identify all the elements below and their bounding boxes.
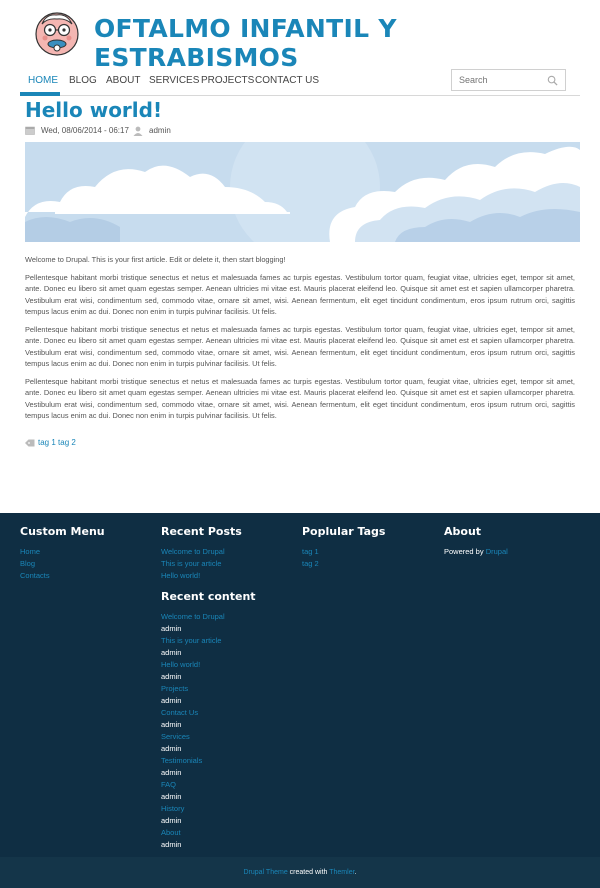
popular-tags-heading: Poplular Tags: [302, 525, 386, 538]
footer-link-blog[interactable]: Blog: [20, 559, 36, 568]
themler-link[interactable]: Themler: [329, 869, 355, 876]
recent-content-link[interactable]: Welcome to Drupal: [161, 612, 225, 621]
recent-content-link[interactable]: FAQ: [161, 780, 177, 789]
recent-content-link[interactable]: History: [161, 804, 185, 813]
recent-post-link[interactable]: Hello world!: [161, 571, 201, 580]
site-header: [0, 0, 600, 72]
recent-content-link[interactable]: Hello world!: [161, 660, 201, 669]
tag-link[interactable]: tag 2: [58, 438, 76, 447]
recent-content-heading: Recent content: [161, 590, 256, 603]
recent-content-author: admin: [161, 696, 182, 705]
recent-content-link[interactable]: This is your article: [161, 636, 222, 645]
user-icon: [133, 126, 143, 136]
article-date: Wed, 08/06/2014 - 06:17: [41, 126, 129, 135]
popular-tag-link[interactable]: tag 1: [302, 547, 319, 556]
recent-content-author: admin: [161, 672, 182, 681]
tag-icon: [25, 439, 35, 447]
footer-popular-tags: [302, 525, 385, 570]
recent-content-author: admin: [161, 840, 182, 849]
search-input[interactable]: [459, 75, 544, 85]
article-tags: [25, 438, 76, 447]
baby-face-logo-icon[interactable]: [32, 8, 82, 58]
recent-content-author: admin: [161, 720, 182, 729]
recent-content-link[interactable]: Projects: [161, 684, 189, 693]
recent-content-author: admin: [161, 624, 182, 633]
recent-content-link[interactable]: Testimonials: [161, 756, 203, 765]
sky-clouds-banner-image: [25, 142, 580, 242]
drupal-link[interactable]: Drupal: [485, 547, 508, 556]
credit-period: .: [354, 869, 357, 876]
recent-content-author: admin: [161, 744, 182, 753]
footer-link-home[interactable]: Home: [20, 547, 41, 556]
calendar-icon: [25, 126, 35, 135]
recent-content-link[interactable]: Services: [161, 732, 190, 741]
nav-item-about[interactable]: ABOUT: [106, 75, 141, 86]
recent-content-link[interactable]: About: [161, 828, 181, 837]
footer-recent-posts: [161, 525, 256, 851]
footer-link-contacts[interactable]: Contacts: [20, 571, 50, 580]
recent-content-author: admin: [161, 792, 182, 801]
powered-by-text: [444, 546, 508, 558]
search-box: [451, 69, 566, 91]
active-tab-indicator: [20, 92, 60, 96]
popular-tag-link[interactable]: tag 2: [302, 559, 319, 568]
article-intro: Welcome to Drupal. This is your first article. Edit or delete it, then start blogging!: [25, 255, 286, 264]
drupal-theme-link[interactable]: Drupal Theme: [243, 869, 288, 876]
recent-post-link[interactable]: This is your article: [161, 559, 222, 568]
about-heading: About: [444, 525, 482, 538]
nav-item-projects[interactable]: PROJECTS: [201, 75, 255, 86]
nav-item-services[interactable]: SERVICES: [149, 75, 200, 86]
article-paragraph: Pellentesque habitant morbi tristique senectus et netus et malesuada fames ac turpis egestas. Vestibulum tortor quam, feugiat vitae, ultricies eget, tempor sit amet, ante. Donec eu libero sit amet quam egestas semper. Aenean ultricies mi vitae est. Mauris placerat eleifend leo. Quisque sit amet est et sapien ullamcorper pharetra. Vestibulum erat wisi, condimentum sed, commodo vitae, ornare sit amet, wisi. Aenean fermentum, elit eget tincidunt condimentum, eros ipsum rutrum orci, sagittis tempus lacus enim ac dui. Donec non enim in turpis pulvinar facilisis. Ut felis.: [25, 324, 575, 368]
recent-post-link[interactable]: Welcome to Drupal: [161, 547, 225, 556]
powered-by-label: Powered by: [444, 547, 484, 556]
tag-link[interactable]: tag 1: [38, 438, 56, 447]
article-body: [25, 254, 575, 428]
nav-item-contact-us[interactable]: CONTACT US: [255, 75, 320, 86]
recent-content-author: admin: [161, 648, 182, 657]
recent-content-author: admin: [161, 816, 182, 825]
article-title[interactable]: Hello world!: [25, 98, 163, 122]
recent-posts-heading: Recent Posts: [161, 525, 242, 538]
article-author[interactable]: admin: [149, 126, 171, 135]
article-paragraph: Pellentesque habitant morbi tristique senectus et netus et malesuada fames ac turpis egestas. Vestibulum tortor quam, feugiat vitae, ultricies eget, tempor sit amet, ante. Donec eu libero sit amet quam egestas semper. Aenean ultricies mi vitae est. Mauris placerat eleifend leo. Quisque sit amet est et sapien ullamcorper pharetra. Vestibulum erat wisi, condimentum sed, commodo vitae, ornare sit amet, wisi. Aenean fermentum, elit eget tincidunt condimentum, eros ipsum rutrum orci, sagittis tempus lacus enim ac dui. Donec non enim in turpis pulvinar facilisis. Ut felis.: [25, 376, 575, 420]
recent-content-author: admin: [161, 768, 182, 777]
recent-content-link[interactable]: Contact Us: [161, 708, 199, 717]
footer-custom-menu: [20, 525, 105, 582]
footer-credit-bar: [0, 857, 600, 888]
custom-menu-heading: Custom Menu: [20, 525, 105, 538]
nav-item-home[interactable]: HOME: [28, 75, 58, 86]
article-paragraph: Pellentesque habitant morbi tristique senectus et netus et malesuada fames ac turpis egestas. Vestibulum tortor quam, feugiat vitae, ultricies eget, tempor sit amet, ante. Donec eu libero sit amet quam egestas semper. Aenean ultricies mi vitae est. Mauris placerat eleifend leo. Quisque sit amet est et sapien ullamcorper pharetra. Vestibulum erat wisi, condimentum sed, commodo vitae, ornare sit amet, wisi. Aenean fermentum, elit eget tincidunt condimentum, eros ipsum rutrum orci, sagittis tempus lacus enim ac dui. Donec non enim in turpis pulvinar facilisis. Ut felis.: [25, 272, 575, 316]
created-with-text: created with: [289, 869, 328, 876]
nav-item-blog[interactable]: BLOG: [69, 75, 97, 86]
site-footer: [0, 513, 600, 857]
footer-about: [444, 525, 508, 558]
site-name[interactable]: OFTALMO INFANTIL Y ESTRABISMOS: [94, 14, 397, 72]
search-icon[interactable]: [547, 75, 558, 86]
